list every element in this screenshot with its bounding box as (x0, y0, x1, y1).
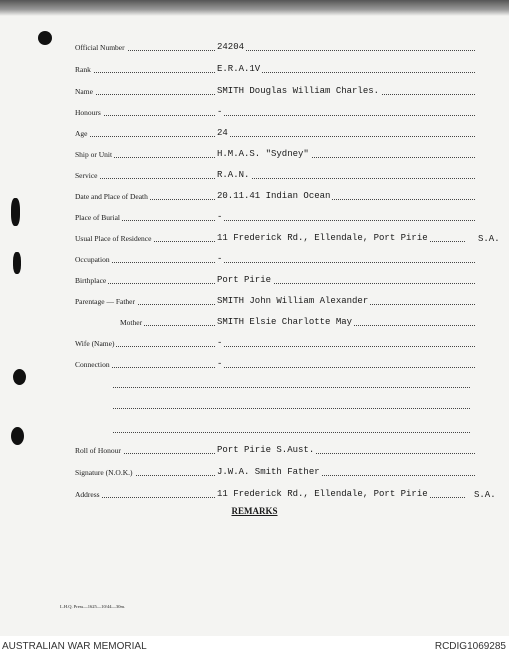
field-birthplace (75, 271, 475, 287)
field-death (75, 187, 475, 203)
field-label: Signature (N.O.K.) (75, 468, 133, 477)
field-label: Name (75, 87, 93, 96)
field-address (75, 485, 465, 501)
footer-archive-name: AUSTRALIAN WAR MEMORIAL (2, 641, 147, 652)
field-official-number (75, 38, 475, 54)
footer-record-id: RCDIG1069285 (434, 641, 506, 652)
field-value: SMITH Elsie Charlotte May (217, 317, 353, 327)
field-label: Place of Burial (75, 213, 120, 222)
binder-hole (13, 369, 26, 385)
field-value: R.A.N. (217, 170, 250, 180)
field-value: Port Pirie (217, 275, 272, 285)
field-service (75, 166, 475, 182)
binder-hole (13, 252, 21, 274)
field-value: 20.11.41 Indian Ocean (217, 191, 331, 201)
field-label: Usual Place of Residence (75, 234, 152, 243)
remarks-heading: REMARKS (231, 506, 278, 516)
field-label: Date and Place of Death (75, 192, 148, 201)
field-signature (75, 463, 475, 479)
field-connection (75, 355, 475, 371)
field-label: Occupation (75, 255, 110, 264)
field-label: Parentage — Father (75, 297, 135, 306)
field-label: Official Number (75, 43, 125, 52)
field-label: Honours (75, 108, 101, 117)
field-mother (75, 313, 475, 329)
field-ship (75, 145, 475, 161)
field-value: SMITH John William Alexander (217, 296, 369, 306)
blank-line (113, 408, 470, 409)
binder-hole (11, 198, 20, 226)
field-rank (75, 60, 475, 76)
residence-state: S.A. (478, 234, 500, 244)
field-label: Mother (120, 318, 143, 327)
field-value: Port Pirie S.Aust. (217, 445, 315, 455)
field-value: SMITH Douglas William Charles. (217, 86, 380, 96)
field-value: H.M.A.S. "Sydney" (217, 149, 309, 159)
field-label: Connection (75, 360, 110, 369)
field-label: Wife (Name) (75, 339, 115, 348)
field-value: 24 (217, 128, 228, 138)
field-value: 11 Frederick Rd., Ellendale, Port Pirie (217, 489, 428, 499)
field-roll-of-honour (75, 441, 475, 457)
field-value: - (217, 212, 223, 222)
field-honours (75, 103, 475, 119)
field-label: Age (75, 129, 88, 138)
field-residence (75, 229, 465, 245)
field-value: - (217, 107, 223, 117)
field-occupation (75, 250, 475, 266)
field-value: - (217, 359, 223, 369)
field-label: Service (75, 171, 98, 180)
field-father (75, 292, 475, 308)
field-label: Ship or Unit (75, 150, 113, 159)
scan-top-edge (0, 0, 509, 16)
field-value: E.R.A.1V (217, 64, 261, 74)
field-value: 11 Frederick Rd., Ellendale, Port Pirie (217, 233, 428, 243)
press-note: L.H.Q. Press—1625—10/44—30m. (60, 604, 126, 609)
field-label: Address (75, 490, 100, 499)
address-state: S.A. (474, 490, 496, 500)
field-value: - (217, 338, 223, 348)
blank-line (113, 432, 470, 433)
field-name (75, 82, 475, 98)
field-value: 24204 (217, 42, 245, 52)
field-value: - (217, 254, 223, 264)
field-label: Birthplace (75, 276, 107, 285)
blank-line (113, 387, 470, 388)
binder-hole (11, 427, 24, 445)
field-age (75, 124, 475, 140)
field-value: J.W.A. Smith Father (217, 467, 320, 477)
binder-hole (38, 31, 52, 45)
field-label: Rank (75, 65, 91, 74)
field-burial (75, 208, 475, 224)
field-label: Roll of Honour (75, 446, 121, 455)
field-wife (75, 334, 475, 350)
